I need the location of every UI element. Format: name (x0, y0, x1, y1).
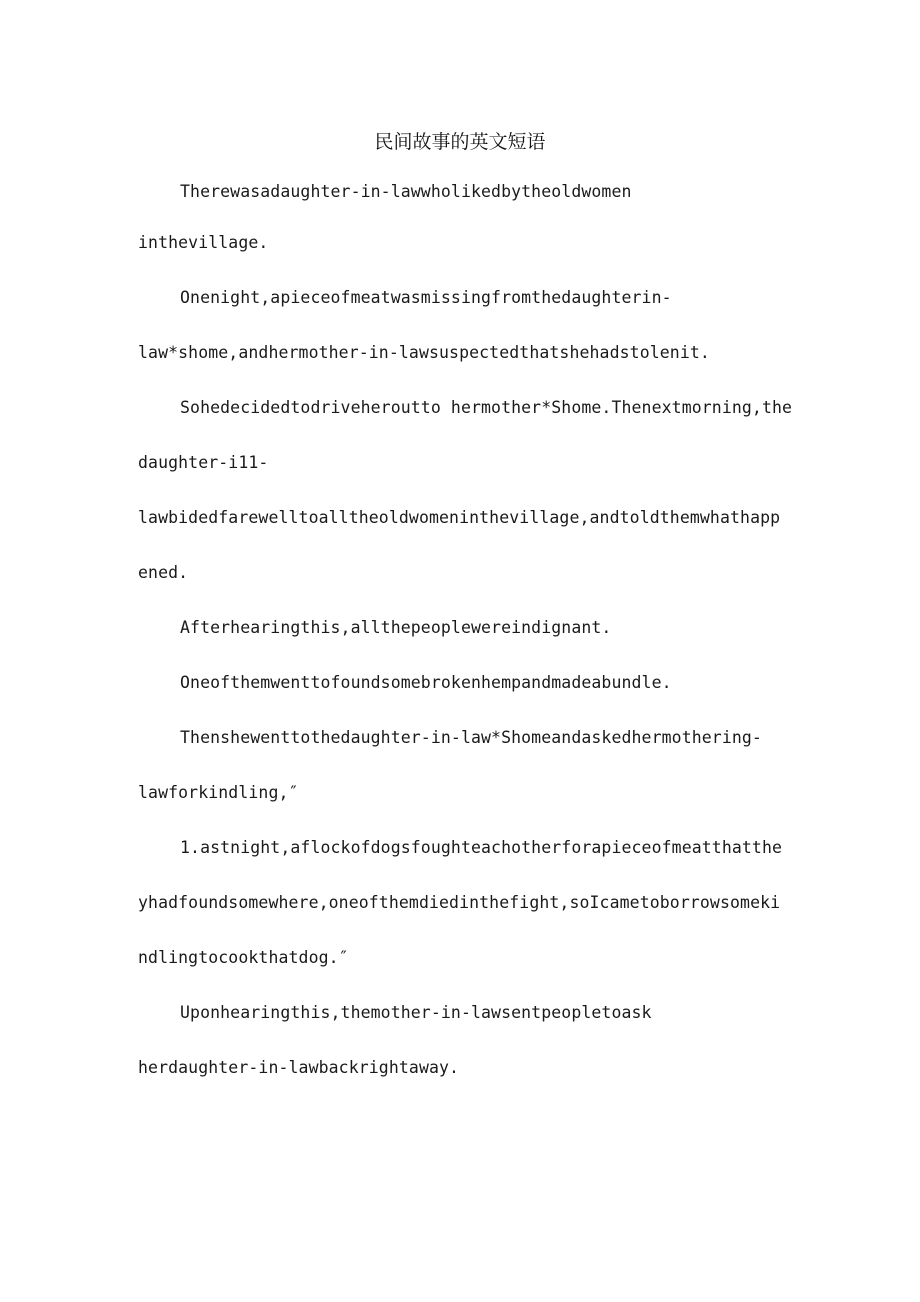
text-line: Onenight,apieceofmeatwasmissingfromthedaughterin- (180, 288, 672, 307)
text-line: yhadfoundsomewhere,oneofthemdiedinthefight,soIcametoborrowsomeki (138, 893, 781, 912)
text-line: herdaughter-in-lawbackrightaway. (138, 1058, 460, 1077)
text-line: Thenshewenttothedaughter-in-law*Shomeandaskedhermothering- (180, 728, 762, 747)
text-line: 1.astnight,aflockofdogsfoughteachotherforapieceofmeatthatthe (180, 838, 783, 857)
text-line: Afterhearingthis,allthepeoplewereindignant. (180, 618, 612, 637)
text-line: lawbidedfarewelltoalltheoldwomeninthevillage,andtoldthemwhathapp (138, 508, 781, 527)
text-line: Therewasadaughter-in-lawwholikedbytheoldwomen (180, 182, 632, 201)
text-line: law*shome,andhermother-in-lawsuspectedthatshehadstolenit. (138, 343, 710, 362)
text-line: ened. (138, 563, 189, 582)
text-line: daughter-i11- (138, 453, 269, 472)
text-line: inthevillage. (138, 233, 269, 252)
text-line: Oneofthemwenttofoundsomebrokenhempandmadeabundle. (180, 673, 672, 692)
text-line: ndlingtocookthatdog.″ (138, 948, 349, 967)
text-line: lawforkindling,″ (138, 783, 299, 802)
text-line: Sohedecidedtodriveheroutto hermother*Shome.Thenextmorning,the (180, 398, 793, 417)
text-line: Uponhearingthis,themother-in-lawsentpeopletoask (180, 1003, 652, 1022)
document-title: 民间故事的英文短语 (374, 131, 546, 153)
